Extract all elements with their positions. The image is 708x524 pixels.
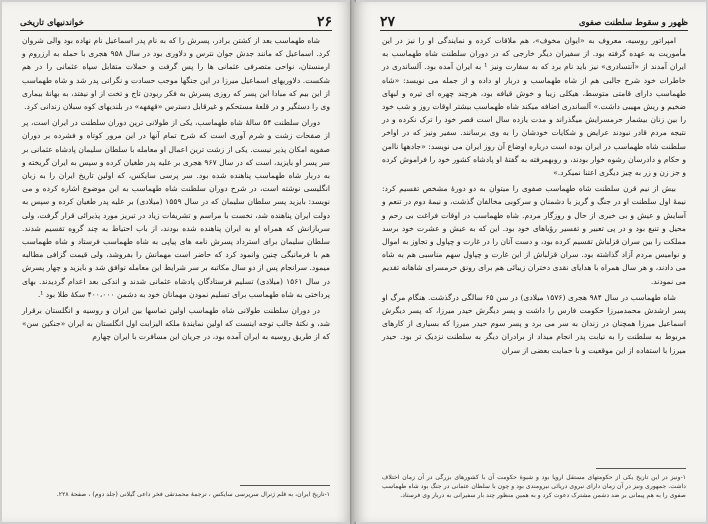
page-body xyxy=(382,34,686,360)
paragraph: دوران سلطنت ۵۴ سالهٔ شاه طهماسب، یکی از طولانی ترین دوران سلطنت در ایران است، پر از صفحات زشت و شرم آوری است که شرح تمام آنها در این مرور کوتاه و فشرده بر دوران صفویه امکان پذیر نیست. یکی از زشت ترین اعمال او معامله با سلطان سلیمان پادشاه عثمانی بر سر پسر او بایزید، است که در سال ۹۶۷ هجری بر علیه پدر طغیان کرده و سپس به ایران گریخته و به دربار شاه طهماسب پناهنده شده بود. سر پرسی سایکس، که اولین تاریخ ایران را به زبان انگلیسی نوشته است، در شرح دوران سلطنت شاه طهماسب به این موضوع اشاره کرده و می نویسد: بایزید پسر سلطان سلیمان که در سال ۱۵۵۹ (میلادی) بر علیه پدر طغیان کرده و سپس به دولت ایران پناهنده شد، نخست با مراسم و تشریفات زیاد در تبریز مورد پذیرائی قرار گرفت، ولی سربازانش که همراه او به ایران پناهنده شده بودند، از باب احتیاط به چند گروه تقسیم شدند. سلطان سلیمان برای استرداد پسرش نامه های پیاپی به شاه طهماسب فرستاد و شاه طهماسب هم با فرمانیگی چنین وانمود کرد که حاضر است مهمانش را بفروشد، ولی قیمت گزافی مطالبه میمود. سرانجام پس از دو سال مکاتبه بر سر شرایط این معامله توافق شد و بایزید و چهار پسرش در سال ۱۵۶۱ (میلادی) تسلیم فرستادگان پادشاه عثمانی شدند و اندکی بعد اعدام گردیدند. بهای پرداختی به شاه طهماسب برای تسلیم نمودن مهمانان خود به دشمن ۴۰۰،۰۰۰ سکهٔ طلا بود ¹. xyxy=(22,118,330,299)
paragraph: شاه طهماسب در سال ۹۸۴ هجری (۱۵۷۶ میلادی) در سن ۶۵ سالگی درگذشت. هنگام مرگ او پسر ارشدش محمدمیرزا حکومت فارس را داشت و پسر دیگرش حیدر میرزا، که پسر دیگرش اسماعیل میرزا همچنان در زندان به سر می برد و پسر سوم حیدر میرزا که بسیاری از کارهای مربوط به سلطنت را به نیابت پدر انجام میداد از برادران دیگر به سلطنت نزدیک تر بود. حیدر میرزا با استفاده از این موقعیت و با حمایت بعضی از سران xyxy=(382,292,686,355)
right-page xyxy=(354,2,706,522)
page-number: ۲۷ xyxy=(380,14,396,30)
page-header xyxy=(20,12,332,31)
page-body xyxy=(22,34,330,347)
running-head: ظهور و سقوط سلطنت صفوی xyxy=(578,18,688,28)
page-header xyxy=(380,12,688,31)
footnote: ۱-ونیز در این تاریخ یکی از حکومتهای مستقل اروپا بود و شیوهٔ حکومت آن با کشورهای بزرگی در آن زمان اختلاف داشت. جمهوری ونیز در آن زمان دارای نیروی دریائی نیرومندی بود و چون با سلطان عثمانی در جنگ بود شاه طهماسب صفوی را به هم پیمانی بر ضد دشمن مشترک دعوت کرد و به همین منظور چند بار سفیرانی به دربار وی فرستاد. xyxy=(382,474,686,499)
paragraph: بیش از نیم قرن سلطنت شاه طهماسب صفوی را میتوان به دو دورهٔ مشخص تقسیم کرد: نیمهٔ اول سلطنت او در جنگ و گریز با دشمنان و سرکوبی مخالفان گذشت، و نیمهٔ دوم در تنعم و آسایش و عیش و بی خبری از حال و روزگار مردم. شاه طهماسب در اوقات فراغت بی رحم و محیل و تنبع بود و در پی تعبیر و تفسیر رؤیاهای خود بود. این که به عیش و عشرت خود برسد مملکت را بین سران قزلباش تقسیم کرده بود، و دست آنان را در غارت و چپاول و تجاوز به اموال و نوامیس مردم آزاد گذاشته بود. سران قزلباش از این غارت و چپاول سهم مناسبی هم به شاه می دادند، و هر سال همراه با هدایای نقدی دختران زیبائی هم برای رونق حرمسرای شاهانه تقدیم می نمودند. xyxy=(382,184,686,286)
left-page xyxy=(2,2,352,522)
paragraph: امپراتور روسیه، معروف به «ایوان مخوف»، هم ملاقات کرده و نمایندگی او را نیز در این مأموریت به عهده گرفته بود. از سفیران دیگر خارجی که در دوران سلطنت شاه طهماسب به ایران آمدند از «آنتسادری» نیز باید نام برد که به سفارت ونیز ¹ به ایران آمده بود. آلساندری در خاطرات خود شرح جالبی هم از شاه طهماسب و دربار او داده و از جمله می نویسد: «شاه طهماسب دارای قامتی متوسط، هیکلی زیبا و خوش قیافه بود، هرچند چهره ای تیره و لبهای ضخیم و ریش مهیبی داشت.» آلساندری اضافه میکند شاه طهماسب بیشتر اوقات روز و شب خود را بین زنان بیشمار حرمسرایش میگذراند و مدت یازده سال است قصر خود را ترک نکرده و در نتیجه مردم قادر نبودند عرایض و شکایات خودشان را به وی برسانند. سفیر ونیز که در اواخر سلطنت شاه طهماسب در ایران بوده است درباره اوضاع آن روز ایران می نویسد: «جادهها ناامن و حکام و دادرسان رشوه خوار بودند، و روبهمرفته به گفتهٔ او پادشاه کشور خود را فراموش کرده و جز زن و زر به چیز دیگری اعتنا نمیکرد.» xyxy=(382,36,686,178)
paragraph: شاه طهماسب بعد از کشتن برادر، پسرش را که به نام پدر اسماعیل نام نهاده بود والی شروان کرد. اسماعیل که مانند جدش جوان نترس و دلاوری بود در سال ۹۵۸ هجری با حمله به ارزروم و ارمنستان، نواحی متصرفی عثمانی ها را پس گرفت و حملات متقابل سپاه عثمانی را در هم شکست. دلاوریهای اسماعیل میرزا در این جنگها موجب حسادت و نگرانی پدر شد و شاه طهماسب از این بیم که مبادا این پسر که روزی پسرش به فکر ربودن تاج و تخت از او نیفتد، به بهانهٔ بیماری وی را دستگیر و در قلعهٔ مستحکم و غیرقابل دسترس «قهقهه» در بلندیهای کوه سبلان زندانی کرد. xyxy=(22,36,330,112)
paragraph: در دوران سلطنت طولانی شاه طهماسب اولین تماسها بین ایران و روسیه و انگلستان برقرار شد، و نکتهٔ جالب توجه اینست که اولین نمایندهٔ ملکه الیزابت اول انگلستان به ایران «جنکین سن» که از طریق روسیه به ایران آمده بود، در جریان این مسافرت با ایران چهارم xyxy=(22,306,330,342)
page-number: ۲۶ xyxy=(316,14,332,30)
footnote: ۱-تاریخ ایران، به قلم ژنرال سرپرسی سایکس ، ترجمهٔ محمدتقی فخر داعی گیلانی (جلد دوم) ، صفحهٔ ۲۲۸. xyxy=(56,491,330,498)
footnote-divider xyxy=(596,468,686,469)
footnote-divider xyxy=(240,485,330,486)
running-head: خواندنیهای تاریخی xyxy=(20,18,84,28)
